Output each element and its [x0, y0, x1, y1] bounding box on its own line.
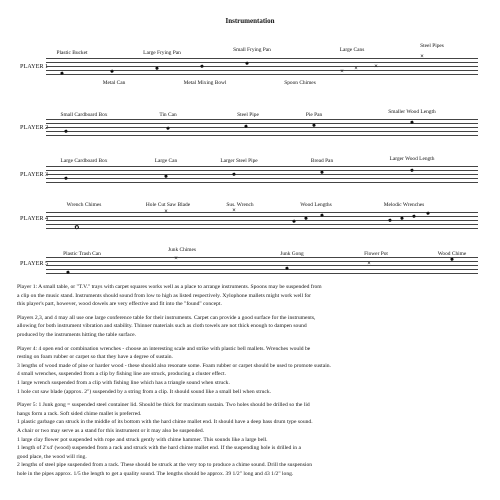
- notes-line: 1 length of 2'x4' (wood) suspended from a rack and struck with the hard chime mallet end. If the suspending hole is drilled in a: [17, 445, 301, 452]
- instrument-label: Metal Mixing Bowl: [183, 80, 227, 86]
- notes-line: resting on foam rubber or carpet so that they have a degree of sustain.: [17, 354, 173, 361]
- note: [410, 168, 414, 172]
- notes-line: hole in the pipes approx. 1/5 the length to get a quality sound. The lengths should be approx. 39 1/2" long and 43 1/2" long.: [17, 470, 294, 477]
- notes-line: Player 1: A small table, or "T.V." trays with carpet squares works well as a place to arrange instruments. Spoons may be suspended from: [17, 284, 322, 290]
- notes-line: 3 lengths of wood made of pine or harder wood - these should also resonate some. Foam rubber or carpet should be used to promote sustain.: [17, 362, 331, 369]
- notes-line: A chair or two may serve as a stand for this instrument or it may also be suspended.: [17, 427, 205, 434]
- notes-line: 4 small wrenches, suspended from a clip by fishing line are struck, producing a cluster effect.: [17, 371, 226, 378]
- notes-line: this player's part, however, wood dowels are very effective and fit into the "found" concept.: [17, 301, 222, 308]
- x-notehead: ×: [420, 54, 424, 60]
- instrument-label: Sus. Wrench: [226, 202, 254, 208]
- note: [245, 61, 249, 65]
- x-notehead: ×: [374, 64, 378, 70]
- instrument-label: Junk Gong: [280, 251, 304, 257]
- player-3-label: PLAYER 3: [20, 171, 49, 178]
- note: [200, 64, 204, 68]
- player-2-label: PLAYER 2: [20, 124, 49, 131]
- staff: [46, 119, 478, 135]
- instrument-label: Smaller Wood Length: [388, 109, 436, 115]
- x-notehead: ×: [367, 261, 371, 267]
- instrument-label: Small Cardboard Box: [60, 112, 108, 118]
- notes-line: 1 hole cut saw blade (approx. 2") suspended by a string from a clip. It should sound like a small bell when struck.: [17, 388, 272, 395]
- x-notehead: ×: [340, 69, 344, 75]
- notes-line: hangs form a rack. Soft sided chime mallet is preferred.: [17, 410, 142, 417]
- notes-line: Player 5: 1 Junk gong = suspended steel container lid. Should be thick for maximum sustain. Two holes should be drilled so the lid: [17, 402, 310, 409]
- note: [166, 126, 170, 130]
- staff: [46, 166, 478, 182]
- note: [232, 172, 236, 176]
- instrument-label: Wood Lengths: [300, 202, 332, 208]
- notes-line: allowing for both instrument vibration and stability. Thinner materials such as cloth towels are not thick enough to dampen sound: [17, 323, 307, 330]
- instrument-label: Wrench Chimes: [66, 202, 102, 208]
- x-notehead: ×: [174, 256, 178, 262]
- note: [426, 211, 430, 215]
- notes-line: good place, the wood will ring.: [17, 453, 87, 460]
- instrument-label: Large Cardboard Box: [60, 158, 108, 164]
- instrument-label: Plastic Bucket: [56, 50, 88, 56]
- notes-paragraph-players-2-3-4: [17, 314, 487, 340]
- notes-line: produced by the instruments hitting the table surface.: [17, 331, 136, 338]
- instrument-label: Large Can: [154, 158, 178, 164]
- instrument-label: Large Frying Pan: [143, 50, 181, 56]
- instrument-label: Pie Pan: [305, 112, 323, 118]
- staff: [46, 54, 478, 75]
- notes-paragraph-player-4: [17, 345, 487, 397]
- staff: [46, 257, 478, 273]
- note: [388, 218, 392, 222]
- x-notehead: ×: [232, 208, 236, 214]
- notes-line: a clip on the music stand. Instruments should sound from low to high as listed respectively. Xylophone mallets might work well for: [17, 292, 312, 299]
- instrument-label: Melodic Wrenches: [383, 202, 425, 208]
- instrument-label: Flower Pot: [364, 251, 388, 257]
- notes-line: 1 plastic garbage can struck in the middle of its bottom with the hard chime mallet end. It should have a deep bass drum type sound.: [17, 419, 313, 426]
- x-notehead: ×: [164, 209, 168, 215]
- instrument-label: Junk Chimes: [167, 247, 197, 253]
- notes-line: 1 large clay flower pot suspended with rope and struck gently with chime hammer. This sounds like a large bell.: [17, 436, 268, 443]
- instrument-label: Wood Chime: [437, 251, 467, 257]
- notes-paragraph-player-5: [17, 401, 487, 478]
- instrument-label: Large Cans: [339, 47, 365, 53]
- x-notehead: ×: [354, 66, 358, 72]
- staff: [46, 208, 478, 228]
- notes-line: Player 4: 4 open end or combination wrenches - choose an interesting scale and strike with plastic bell mallets. Wrenches would be: [17, 345, 311, 352]
- note: [64, 176, 68, 180]
- note: [292, 219, 296, 223]
- note: [412, 214, 416, 218]
- instrument-label: Plastic Trash Can: [63, 251, 101, 257]
- instrument-label: Hole Cut Saw Blade: [145, 202, 191, 208]
- player-1-label: PLAYER 1: [20, 63, 49, 70]
- player-4-label: PLAYER 4: [20, 215, 49, 222]
- document-title: Instrumentation: [225, 17, 275, 25]
- instrument-label: Tin Can: [159, 112, 177, 118]
- instrument-label: Larger Steel Pipe: [220, 158, 258, 164]
- note: [64, 129, 68, 133]
- note: [110, 69, 114, 73]
- instrument-label: Metal Can: [102, 80, 126, 86]
- notes-paragraph-player-1: [17, 283, 487, 309]
- instrument-label: Small Frying Pan: [233, 47, 271, 53]
- instrument-label: Steel Pipes: [420, 43, 444, 49]
- notes-line: 1 large wrench suspended from a clip with fishing line which has a triangle sound when struck.: [17, 379, 230, 386]
- instrument-label: Steel Pipe: [237, 112, 259, 118]
- instrument-label: Bread Pan: [310, 158, 334, 164]
- player-5-label: PLAYER 5: [20, 260, 49, 267]
- performance-notes: [17, 283, 487, 483]
- instrument-label: Larger Wood Length: [389, 156, 435, 162]
- notes-line: 2 lengths of steel pipe suspended from a rack. These should be struck at the very top to produce a chime sound. Drill the suspension: [17, 462, 313, 469]
- notes-line: Players 2,3, and 4 may all use one large conference table for their instruments. Carpet can provide a good surface for the instruments,: [17, 314, 316, 321]
- instrument-label: Spoon Chimes: [284, 80, 316, 86]
